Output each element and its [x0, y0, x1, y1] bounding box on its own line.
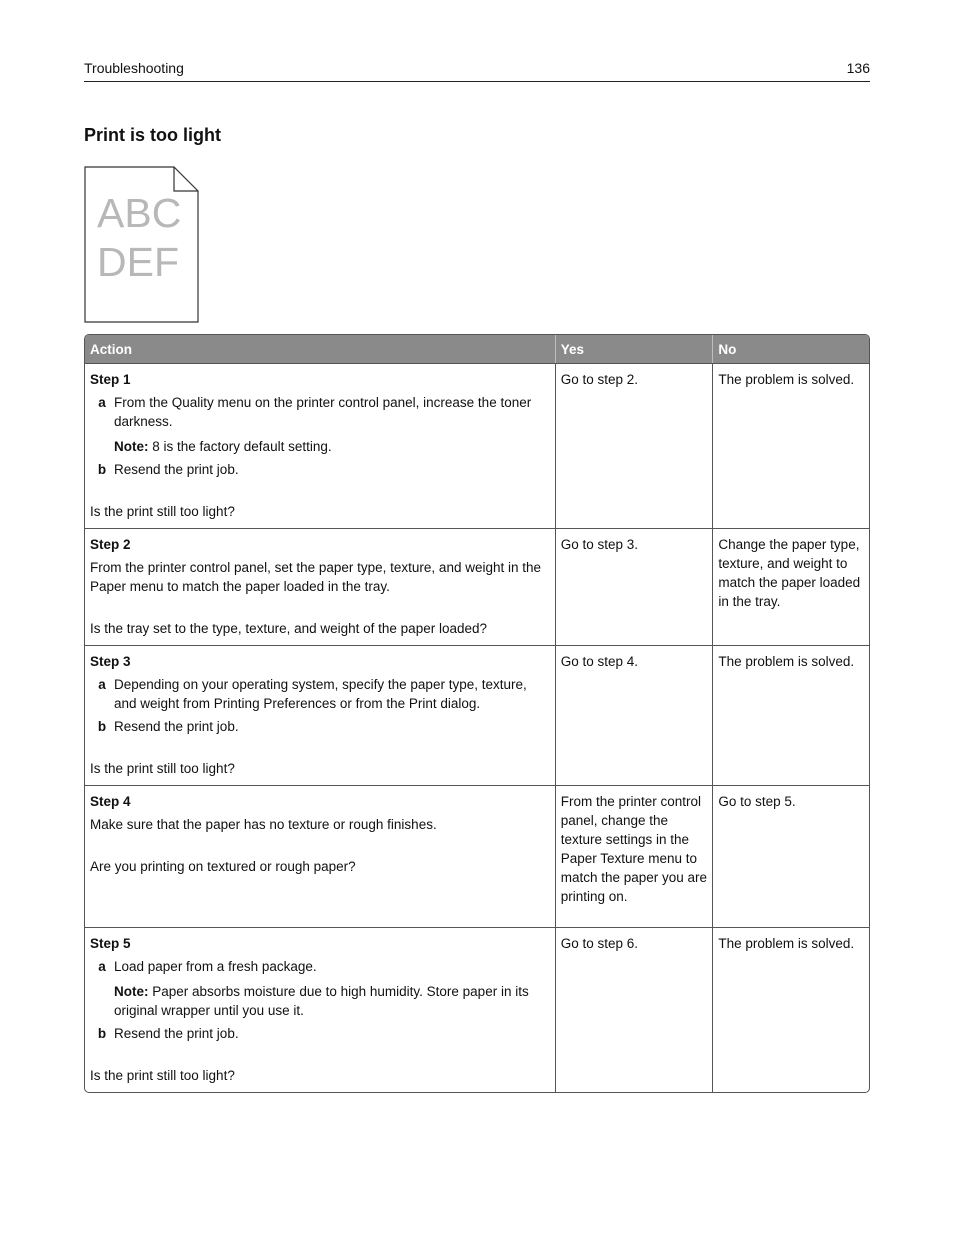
table-row — [85, 645, 869, 785]
sub-step-letter: a — [98, 677, 106, 692]
no-cell: The problem is solved. — [713, 363, 869, 528]
sub-step-a — [90, 675, 550, 713]
page-title: Print is too light — [84, 125, 221, 145]
column-header-yes: Yes — [556, 335, 714, 363]
faded-text-line-2: DEF — [97, 239, 179, 285]
sub-step-letter: b — [97, 719, 107, 734]
sub-step-letter: a — [98, 395, 106, 410]
yes-cell: Go to step 2. — [556, 363, 714, 528]
sub-step-letter: b — [97, 462, 107, 477]
question: Are you printing on textured or rough paper? — [90, 859, 356, 874]
step-text: Make sure that the paper has no texture or rough finishes. — [90, 817, 437, 832]
step-text: From the printer control panel, set the paper type, texture, and weight in the Paper menu to match the paper loaded in the tray. — [90, 560, 542, 594]
action-cell — [85, 645, 556, 785]
sub-step-text: Load paper from a fresh package. — [114, 959, 317, 974]
yes-cell: From the printer control panel, change the texture settings in the Paper Texture menu to match the paper you are printing on. — [556, 785, 714, 927]
note — [114, 437, 550, 456]
action-cell — [85, 528, 556, 645]
note-label: Note: — [114, 984, 149, 999]
no-cell: The problem is solved. — [713, 645, 869, 785]
yes-cell: Go to step 3. — [556, 528, 714, 645]
no-cell: The problem is solved. — [713, 927, 869, 1092]
no-cell: Change the paper type, texture, and weight to match the paper loaded in the tray. — [713, 528, 869, 645]
table-row — [85, 363, 869, 528]
sub-step-letter: a — [98, 959, 106, 974]
note-text: Paper absorbs moisture due to high humidity. Store paper in its original wrapper until you use it. — [114, 984, 529, 1018]
sub-step-b — [90, 717, 550, 736]
table-row — [85, 927, 869, 1092]
step-title: Step 1 — [90, 372, 131, 387]
faded-text-line-1: ABC — [97, 190, 182, 236]
sub-step-a — [90, 393, 550, 431]
table-row — [85, 785, 869, 927]
sub-step-text: Resend the print job. — [114, 719, 239, 734]
table-row — [85, 528, 869, 645]
sub-step-text: Depending on your operating system, specify the paper type, texture, and weight from Printing Preferences or from the Print dialog. — [114, 677, 527, 711]
troubleshooting-table — [84, 334, 870, 1093]
table-header-row — [85, 335, 869, 363]
question: Is the tray set to the type, texture, and weight of the paper loaded? — [90, 621, 488, 636]
step-title: Step 5 — [90, 936, 131, 951]
step-title: Step 4 — [90, 794, 131, 809]
question: Is the print still too light? — [90, 504, 235, 519]
question: Is the print still too light? — [90, 761, 235, 776]
page-number: 136 — [846, 60, 870, 76]
section-name: Troubleshooting — [84, 60, 184, 76]
yes-cell: Go to step 4. — [556, 645, 714, 785]
sub-step-letter: b — [97, 1026, 107, 1041]
action-cell — [85, 363, 556, 528]
note-label: Note: — [114, 439, 149, 454]
sub-step-text: Resend the print job. — [114, 1026, 239, 1041]
step-title: Step 2 — [90, 537, 131, 552]
column-header-action: Action — [85, 335, 556, 363]
sub-step-a — [90, 957, 550, 976]
note — [114, 982, 550, 1020]
yes-cell: Go to step 6. — [556, 927, 714, 1092]
sub-step-b — [90, 1024, 550, 1043]
sub-step-text: From the Quality menu on the printer control panel, increase the toner darkness. — [114, 395, 532, 429]
action-cell — [85, 785, 556, 927]
sub-step-text: Resend the print job. — [114, 462, 239, 477]
note-text: 8 is the factory default setting. — [148, 439, 332, 454]
faded-page-icon — [84, 166, 200, 323]
column-header-no: No — [713, 335, 869, 363]
page-header — [84, 60, 870, 82]
question: Is the print still too light? — [90, 1068, 235, 1083]
action-cell — [85, 927, 556, 1092]
step-title: Step 3 — [90, 654, 131, 669]
no-cell: Go to step 5. — [713, 785, 869, 927]
sub-step-b — [90, 460, 550, 479]
